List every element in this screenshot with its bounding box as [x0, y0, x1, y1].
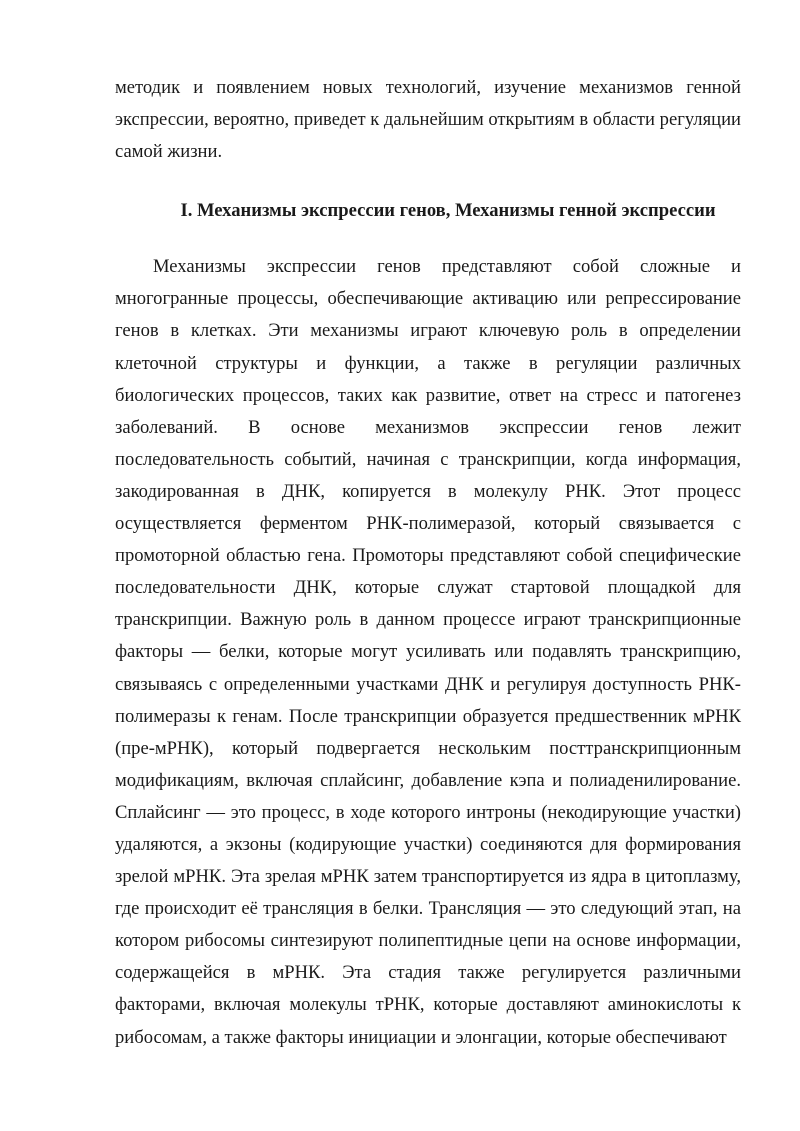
body-paragraph: Механизмы экспрессии генов представляют собой сложные и многогранные процессы, обеспечивающие активацию или репрессирование генов в клетках. Эти механизмы играют ключевую роль в определении клеточной структуры и функции, а также в регуляции различных биологических процессов, таких как развитие, ответ на стресс и патогенез заболеваний. В основе механизмов экспрессии генов лежит последовательность событий, начиная с транскрипции, когда информация, закодированная в ДНК, копируется в молекулу РНК. Этот процесс осуществляется ферментом РНК-полимеразой, который связывается с промоторной областью гена. Промоторы представляют собой специфические последовательности ДНК, которые служат стартовой площадкой для транскрипции. Важную роль в данном процессе играют транскрипционные факторы — белки, которые могут усиливать или подавлять транскрипцию, связываясь с определенными участками ДНК и регулируя доступность РНК-полимеразы к генам. После транскрипции образуется предшественник мРНК (пре-мРНК), который подвергается нескольким посттранскрипционным модификациям, включая сплайсинг, добавление кэпа и полиаденилирование. Сплайсинг — это процесс, в ходе которого интроны (некодирующие участки) удаляются, а экзоны (кодирующие участки) соединяются для формирования зрелой мРНК. Эта зрелая мРНК затем транспортируется из ядра в цитоплазму, где происходит её трансляция в белки. Трансляция — это следующий этап, на котором рибосомы синтезируют полипептидные цепи на основе информации, содержащейся в мРНК. Эта стадия также регулируется различными факторами, включая молекулы тРНК, которые доставляют аминокислоты к рибосомам, а также факторы инициации и элонгации, которые обеспечивают: [115, 256, 741, 1048]
document-page: [115, 72, 741, 1054]
continuation-paragraph: методик и появлением новых технологий, изучение механизмов генной экспрессии, вероятно, приведет к дальнейшим открытиям в области регуляции самой жизни.: [115, 77, 741, 163]
section-heading: I. Механизмы экспрессии генов, Механизмы генной экспрессии: [180, 200, 716, 222]
